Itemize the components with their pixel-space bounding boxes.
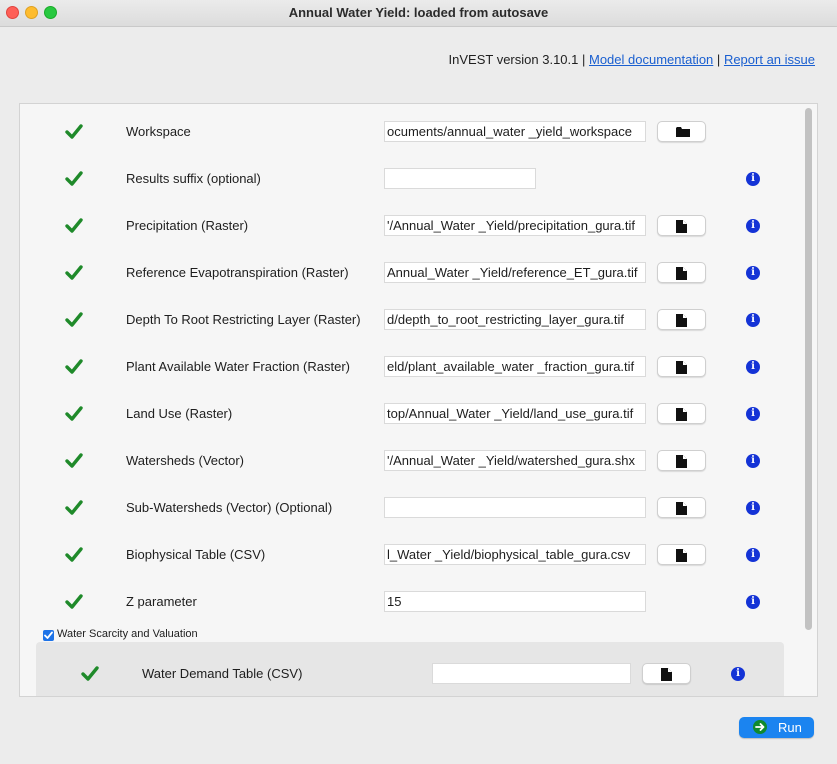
land-use-input[interactable]: top/Annual_Water _Yield/land_use_gura.tif [384,403,646,424]
water-scarcity-label: Water Scarcity and Valuation [57,628,198,640]
valid-check-icon [64,311,84,329]
info-icon[interactable]: i [746,360,760,374]
version-text: InVEST version 3.10.1 | [448,52,586,67]
info-icon[interactable]: i [746,454,760,468]
valid-check-icon [64,405,84,423]
window-title: Annual Water Yield: loaded from autosave [288,5,549,20]
link-separator: | [716,52,721,67]
file-icon [676,314,687,327]
pawc-input[interactable]: eld/plant_available_water _fraction_gura.tif [384,356,646,377]
info-icon[interactable]: i [746,501,760,515]
browse-file-button[interactable] [657,403,706,424]
arg-label: Watersheds (Vector) [126,453,245,468]
arg-label: Precipitation (Raster) [126,218,249,233]
file-icon [676,408,687,421]
scrollbar-thumb[interactable] [805,108,812,630]
info-icon[interactable]: i [746,595,760,609]
arg-row-pawc [20,352,800,382]
results-suffix-input[interactable] [384,168,536,189]
args-form-panel [19,103,818,697]
arg-label: Reference Evapotranspiration (Raster) [126,265,349,280]
file-icon [676,455,687,468]
info-icon[interactable]: i [746,219,760,233]
arg-row-z-parameter [20,587,800,617]
valid-check-icon [64,170,84,188]
arg-row-sub-watersheds [20,493,800,523]
z-parameter-input[interactable]: 15 [384,591,646,612]
arg-row-reference-et [20,258,800,288]
depth-to-root-input[interactable]: d/depth_to_root_restricting_layer_gura.tif [384,309,646,330]
browse-file-button[interactable] [657,309,706,330]
browse-file-button[interactable] [657,262,706,283]
valid-check-icon [64,264,84,282]
folder-icon [676,126,690,138]
valid-check-icon [64,217,84,235]
file-icon [676,502,687,515]
valid-check-icon [64,593,84,611]
arg-row-workspace [20,117,800,147]
browse-file-button[interactable] [657,356,706,377]
arg-label: Workspace [126,124,191,139]
arg-label: Plant Available Water Fraction (Raster) [126,359,350,374]
arg-row-water-demand-table [20,659,800,689]
model-documentation-link[interactable]: Model documentation [588,52,714,67]
valid-check-icon [80,665,100,683]
valid-check-icon [64,452,84,470]
arg-label: Water Demand Table (CSV) [142,666,303,681]
info-icon[interactable]: i [746,266,760,280]
arg-label: Z parameter [126,594,197,609]
browse-file-button[interactable] [657,215,706,236]
browse-folder-button[interactable] [657,121,706,142]
arg-label: Land Use (Raster) [126,406,233,421]
arg-row-land-use [20,399,800,429]
checkmark-icon [43,630,54,641]
form-scrollbar[interactable] [803,104,815,696]
info-icon[interactable]: i [746,313,760,327]
arg-label: Depth To Root Restricting Layer (Raster) [126,312,361,327]
arg-row-biophysical-table [20,540,800,570]
browse-file-button[interactable] [657,544,706,565]
water-scarcity-checkbox[interactable] [43,630,54,641]
arg-row-precipitation [20,211,800,241]
watersheds-input[interactable]: '/Annual_Water _Yield/watershed_gura.shx [384,450,646,471]
file-icon [676,220,687,233]
file-icon [676,361,687,374]
file-icon [676,267,687,280]
browse-file-button[interactable] [657,450,706,471]
arg-row-results-suffix [20,164,800,194]
header-links [449,52,815,67]
valid-check-icon [64,546,84,564]
arg-label: Biophysical Table (CSV) [126,547,266,562]
water-scarcity-section [36,642,784,697]
file-icon [661,668,672,681]
water-demand-table-input[interactable] [432,663,631,684]
report-issue-link[interactable]: Report an issue [723,52,815,67]
workspace-input[interactable]: ocuments/annual_water _yield_workspace [384,121,646,142]
arg-label: Results suffix (optional) [126,171,261,186]
info-icon[interactable]: i [746,548,760,562]
run-label: Run [778,720,802,735]
info-icon[interactable]: i [746,172,760,186]
run-button[interactable] [739,717,814,738]
sub-watersheds-input[interactable] [384,497,646,518]
browse-file-button[interactable] [642,663,691,684]
valid-check-icon [64,123,84,141]
valid-check-icon [64,499,84,517]
file-icon [676,549,687,562]
arg-row-watersheds [20,446,800,476]
biophysical-table-input[interactable]: l_Water _Yield/biophysical_table_gura.csv [384,544,646,565]
valid-check-icon [64,358,84,376]
info-icon[interactable]: i [746,407,760,421]
arg-label: Sub-Watersheds (Vector) (Optional) [126,500,333,515]
run-icon [753,720,767,734]
arg-row-depth-to-root [20,305,800,335]
precipitation-input[interactable]: '/Annual_Water _Yield/precipitation_gura.tif [384,215,646,236]
title-bar [0,0,837,27]
browse-file-button[interactable] [657,497,706,518]
reference-et-input[interactable]: Annual_Water _Yield/reference_ET_gura.tif [384,262,646,283]
info-icon[interactable]: i [731,667,745,681]
